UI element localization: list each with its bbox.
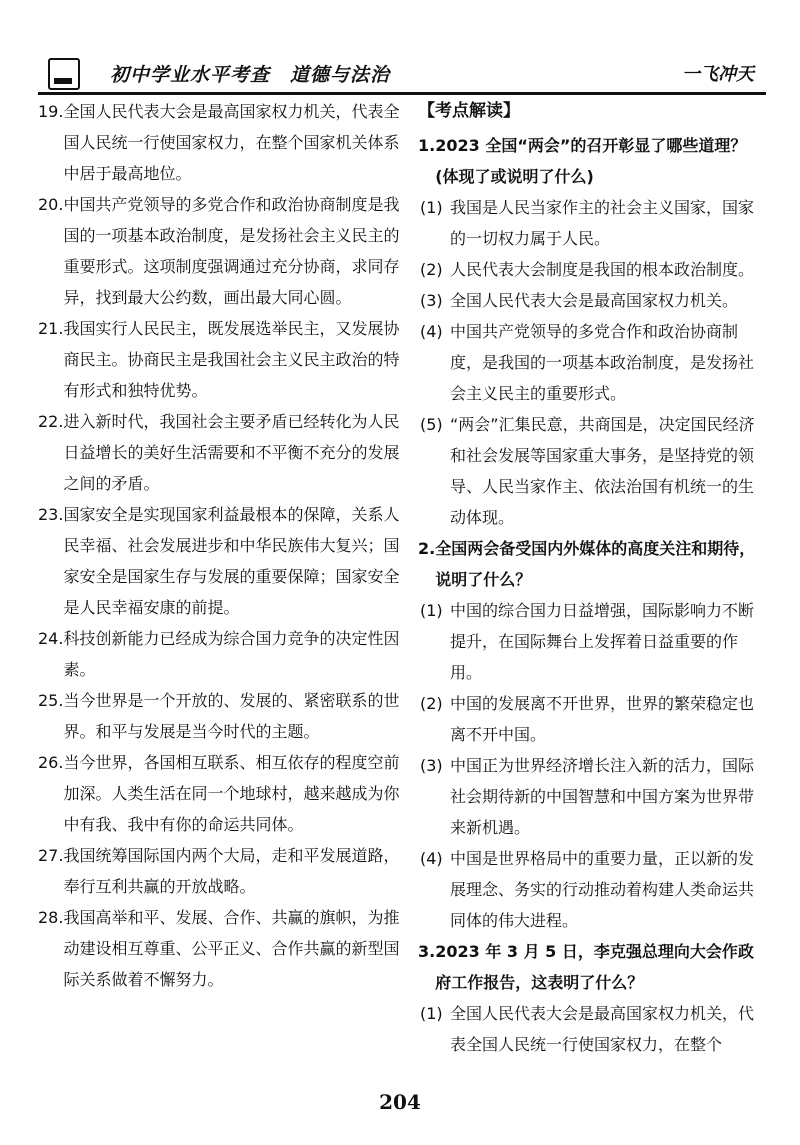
- item-number: 23.: [38, 505, 64, 524]
- answer-item: [418, 998, 768, 1060]
- question-text: 2023 全国“两会”的召开彰显了哪些道理？(体现了或说明了什么): [435, 136, 747, 186]
- answer-text: 中国是世界格局中的重要力量，正以新的发展理念、务实的行动推动着构建人类命运共同体的伟大进程。: [450, 849, 755, 930]
- header-brand: 一飞冲天: [682, 64, 754, 85]
- answer-text: 我国是人民当家作主的社会主义国家，国家的一切权力属于人民。: [450, 198, 755, 248]
- list-item: [38, 902, 400, 995]
- answer-text: 中国共产党领导的多党合作和政治协商制度，是我国的一项基本政治制度，是发扬社会主义民主的重要形式。: [450, 322, 755, 403]
- question-number: 3.: [418, 942, 436, 961]
- answer-text: 全国人民代表大会是最高国家权力机关。: [450, 291, 739, 310]
- answer-item: [418, 409, 768, 533]
- list-item: [38, 840, 400, 902]
- item-number: 28.: [38, 908, 64, 927]
- page-header: [38, 54, 766, 95]
- item-number: 21.: [38, 319, 64, 338]
- list-item: [38, 96, 400, 189]
- question-text: 全国两会备受国内外媒体的高度关注和期待，说明了什么？: [435, 539, 756, 589]
- list-item: [38, 623, 400, 685]
- answer-text: 中国的发展离不开世界，世界的繁荣稳定也离不开中国。: [450, 694, 755, 744]
- item-number: 19.: [38, 102, 64, 121]
- list-item: [38, 189, 400, 313]
- answer-item: [418, 750, 768, 843]
- answer-item: [418, 316, 768, 409]
- question: [418, 936, 768, 998]
- answer-number: (1): [420, 1004, 443, 1023]
- item-text: 我国统筹国际国内两个大局，走和平发展道路，奉行互利共赢的开放战略。: [63, 846, 400, 896]
- answer-item: [418, 688, 768, 750]
- page-number: 204: [379, 1090, 421, 1114]
- answer-number: (3): [420, 291, 443, 310]
- item-number: 22.: [38, 412, 64, 431]
- answer-text: 中国正为世界经济增长注入新的活力，国际社会期待新的中国智慧和中国方案为世界带来新机遇。: [450, 756, 755, 837]
- item-text: 当今世界是一个开放的、发展的、紧密联系的世界。和平与发展是当今时代的主题。: [63, 691, 400, 741]
- book-logo-icon: [48, 58, 80, 90]
- question: [418, 533, 768, 595]
- item-number: 27.: [38, 846, 64, 865]
- answer-number: (2): [420, 260, 443, 279]
- question-text: 2023 年 3 月 5 日，李克强总理向大会作政府工作报告，这表明了什么？: [435, 942, 754, 992]
- header-title: 初中学业水平考查 道德与法治: [110, 64, 391, 86]
- right-column: [418, 96, 768, 1060]
- answer-text: 人民代表大会制度是我国的根本政治制度。: [450, 260, 755, 279]
- item-text: 进入新时代，我国社会主要矛盾已经转化为人民日益增长的美好生活需要和不平衡不充分的发展之间的矛盾。: [63, 412, 400, 493]
- answer-item: [418, 254, 768, 285]
- answer-text: “两会”汇集民意，共商国是，决定国民经济和社会发展等国家重大事务，是坚持党的领导、人民当家作主、依法治国有机统一的生动体现。: [450, 415, 755, 527]
- answer-item: [418, 595, 768, 688]
- answer-number: (4): [420, 322, 443, 341]
- answer-text: 全国人民代表大会是最高国家权力机关，代表全国人民统一行使国家权力，在整个: [450, 1004, 755, 1054]
- list-item: [38, 685, 400, 747]
- list-item: [38, 747, 400, 840]
- left-column: [38, 96, 400, 995]
- item-text: 国家安全是实现国家利益最根本的保障，关系人民幸福、社会发展进步和中华民族伟大复兴；国家安全是国家生存与发展的重要保障；国家安全是人民幸福安康的前提。: [63, 505, 400, 617]
- answer-item: [418, 192, 768, 254]
- question: [418, 130, 768, 192]
- item-number: 26.: [38, 753, 64, 772]
- answer-item: [418, 285, 768, 316]
- list-item: [38, 313, 400, 406]
- answer-number: (1): [420, 601, 443, 620]
- item-text: 我国实行人民民主，既发展选举民主，又发展协商民主。协商民主是我国社会主义民主政治的特有形式和独特优势。: [63, 319, 400, 400]
- item-text: 当今世界，各国相互联系、相互依存的程度空前加深。人类生活在同一个地球村，越来越成为你中有我、我中有你的命运共同体。: [63, 753, 400, 834]
- item-text: 全国人民代表大会是最高国家权力机关，代表全国人民统一行使国家权力，在整个国家机关体系中居于最高地位。: [63, 102, 400, 183]
- question-number: 1.: [418, 136, 436, 155]
- answer-number: (4): [420, 849, 443, 868]
- answer-number: (2): [420, 694, 443, 713]
- section-title: 【考点解读】: [418, 101, 520, 121]
- answer-number: (1): [420, 198, 443, 217]
- item-number: 25.: [38, 691, 64, 710]
- item-number: 20.: [38, 195, 64, 214]
- item-text: 中国共产党领导的多党合作和政治协商制度是我国的一项基本政治制度，是发扬社会主义民主的重要形式。这项制度强调通过充分协商，求同存异，找到最大公约数，画出最大同心圆。: [63, 195, 400, 307]
- item-text: 科技创新能力已经成为综合国力竞争的决定性因素。: [63, 629, 400, 679]
- question-number: 2.: [418, 539, 436, 558]
- answer-number: (3): [420, 756, 443, 775]
- answer-item: [418, 843, 768, 936]
- item-text: 我国高举和平、发展、合作、共赢的旗帜，为推动建设相互尊重、公平正义、合作共赢的新型国际关系做着不懈努力。: [63, 908, 400, 989]
- answer-text: 中国的综合国力日益增强，国际影响力不断提升，在国际舞台上发挥着日益重要的作用。: [450, 601, 755, 682]
- list-item: [38, 406, 400, 499]
- item-number: 24.: [38, 629, 64, 648]
- list-item: [38, 499, 400, 623]
- answer-number: (5): [420, 415, 443, 434]
